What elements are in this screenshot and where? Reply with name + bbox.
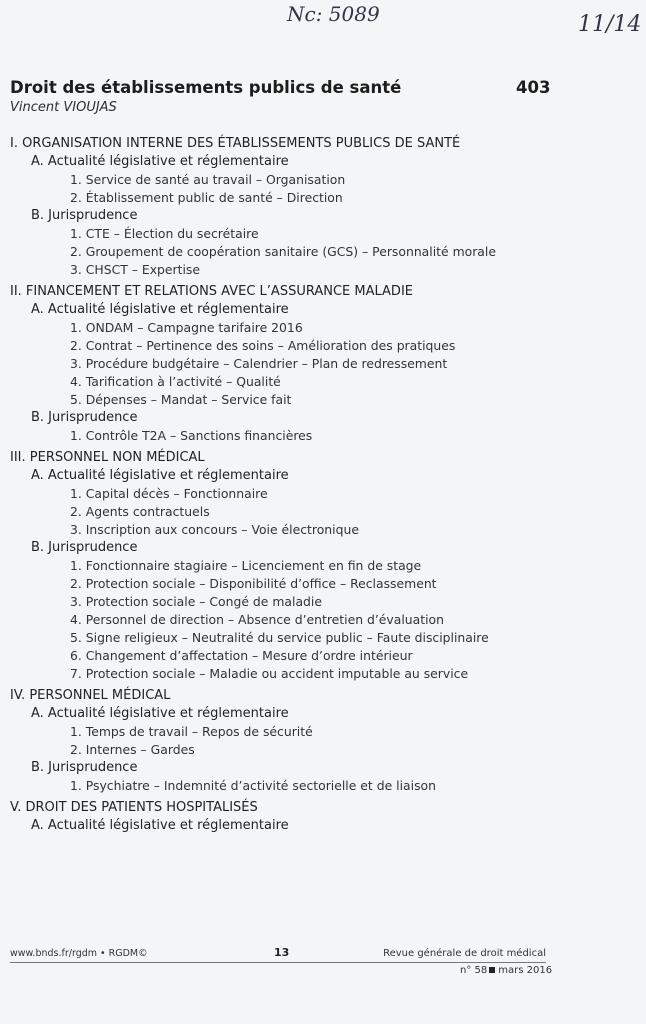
toc-item: 1. ONDAM – Campagne tarifaire 2016 [70,320,303,335]
section-heading: I. ORGANISATION INTERNE DES ÉTABLISSEMENTS PUBLICS DE SANTÉ [10,136,461,151]
footer-page-number: 13 [274,946,290,959]
toc-item: 1. Capital décès – Fonctionnaire [70,486,268,501]
toc-item: 2. Agents contractuels [70,504,210,519]
subsection-heading: B. Jurisprudence [31,540,138,555]
section-spacer [0,835,646,839]
table-of-contents [0,135,646,839]
subsection-heading: B. Jurisprudence [31,410,138,425]
footer [10,946,546,963]
toc-item: 4. Tarification à l’activité – Qualité [70,374,281,389]
section-heading: II. FINANCEMENT ET RELATIONS AVEC L’ASSURANCE MALADIE [10,284,413,299]
toc-item: 1. Fonctionnaire stagiaire – Licenciement en fin de stage [70,558,422,573]
toc-item: 2. Protection sociale – Disponibilité d’office – Reclassement [70,576,437,591]
toc-item: 1. Temps de travail – Repos de sécurité [70,724,313,739]
footer-website: www.bnds.fr/rgdm • RGDM© [10,948,148,959]
handwritten-reference: Nc: 5089 [287,2,380,26]
toc-item: 2. Groupement de coopération sanitaire (GCS) – Personnalité morale [70,244,496,259]
toc-item: 7. Protection sociale – Maladie ou accident imputable au service [70,666,469,681]
toc-item: 5. Dépenses – Mandat – Service fait [70,392,292,407]
subsection-heading: A. Actualité législative et réglementaire [31,706,289,721]
article-author: Vincent VIOUJAS [10,100,117,115]
toc-item: 1. CTE – Élection du secrétaire [70,226,259,241]
toc-item: 3. Inscription aux concours – Voie électronique [70,522,359,537]
toc-item: 1. Service de santé au travail – Organisation [70,172,346,187]
toc-item: 3. CHSCT – Expertise [70,262,201,277]
toc-item: 3. Protection sociale – Congé de maladie [70,594,322,609]
issue-date: mars 2016 [498,965,553,976]
subsection-heading: B. Jurisprudence [31,760,138,775]
toc-item: 2. Contrat – Pertinence des soins – Amélioration des pratiques [70,338,456,353]
toc-item: 3. Procédure budgétaire – Calendrier – Plan de redressement [70,356,448,371]
subsection-heading: B. Jurisprudence [31,208,138,223]
footer-journal: Revue générale de droit médical [383,948,546,959]
toc-section [0,449,646,687]
footer-issue [460,965,552,976]
section-heading: V. DROIT DES PATIENTS HOSPITALISÉS [10,800,258,815]
toc-item: 2. Établissement public de santé – Direction [70,190,343,205]
section-heading: IV. PERSONNEL MÉDICAL [10,688,171,703]
toc-section [0,799,646,839]
toc-item: 5. Signe religieux – Neutralité du service public – Faute disciplinaire [70,630,489,645]
toc-item: 4. Personnel de direction – Absence d’entretien d’évaluation [70,612,444,627]
article-page-number: 403 [516,78,551,97]
article-title: Droit des établissements publics de santé [10,78,402,97]
subsection-heading: A. Actualité législative et réglementaire [31,468,289,483]
toc-item: 6. Changement d’affectation – Mesure d’ordre intérieur [70,648,413,663]
issue-number: n° 58 [460,965,488,976]
subsection-heading: A. Actualité législative et réglementaire [31,154,289,169]
subsection-heading: A. Actualité législative et réglementaire [31,818,289,833]
square-bullet-icon [489,967,495,973]
subsection-heading: A. Actualité législative et réglementaire [31,302,289,317]
toc-section [0,687,646,799]
toc-item: 1. Psychiatre – Indemnité d’activité sectorielle et de liaison [70,778,436,793]
toc-item: 2. Internes – Gardes [70,742,195,757]
toc-section [0,283,646,449]
toc-item: 1. Contrôle T2A – Sanctions financières [70,428,313,443]
toc-section [0,135,646,283]
section-heading: III. PERSONNEL NON MÉDICAL [10,450,205,465]
handwritten-page-marker: 11/14 [578,12,642,37]
